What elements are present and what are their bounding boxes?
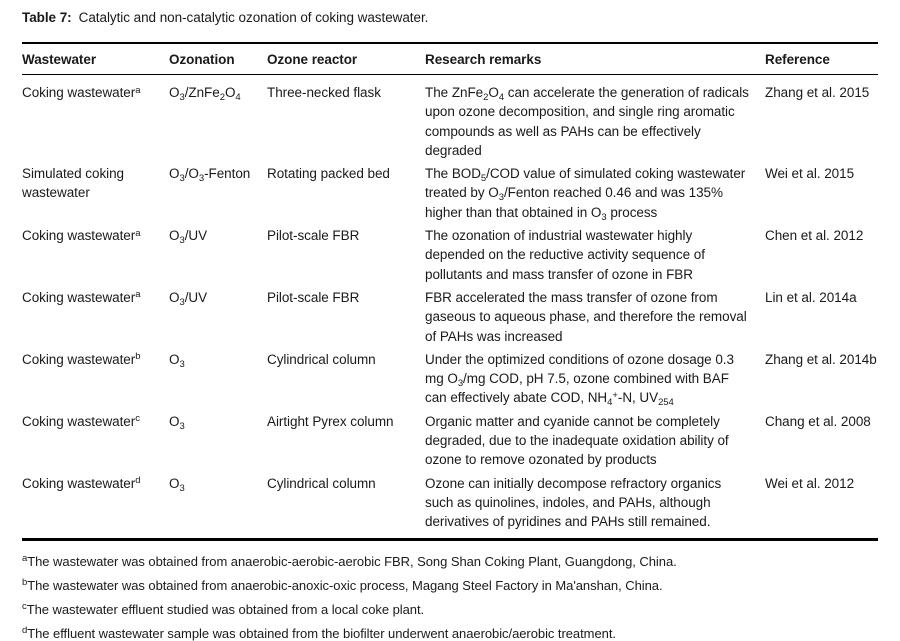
cell-wastewater: Coking wastewater$^a$ [22,227,141,244]
header-row [22,43,878,75]
table-footnotes [22,554,878,641]
cell-wastewater: Coking wastewater$^b$ [22,351,141,367]
cell-research-remarks: The $BOD_5$/COD value of simulated coking wastewater treated by $O_3$/Fenton reached 0.46 and was 135% higher than that obtained in $O_3$ process [425,166,746,223]
table-caption-label: Table 7: [22,10,72,25]
table-row [22,224,878,286]
cell-ozone-reactor: Rotating packed bed [267,166,390,182]
table-row [22,286,878,348]
table-row [22,162,878,224]
cell-research-remarks: The ozonation of industrial wastewater highly depended on the reductive activity sequence of pollutants and mass transfer of ozone in FBR [425,228,705,282]
cell-wastewater: Coking wastewater$^a$ [22,289,141,305]
cell-research-remarks: The $ZnFe_2O_4$ can accelerate the generation of radicals upon ozone decomposition, and single ring aromatic compounds as well as PAHs can be effectively degraded [425,85,749,158]
cell-ozone-reactor: Pilot-scale FBR [267,228,360,244]
cell-research-remarks: Organic matter and cyanide cannot be completely degraded, due to the inadequate oxidation ability of ozone to remove ozonated by products [425,413,729,468]
document-page [0,9,900,641]
cell-reference: Chen et al. 2012 [765,228,864,244]
cell-reference: Wei et al. 2012 [765,475,855,491]
cell-reference: Zhang et al. 2014b [765,351,877,367]
cell-ozonation: $O_3/ZnFe_2O_4$ [169,85,241,103]
table-row [22,410,878,472]
column-header-ozonation: Ozonation [169,43,267,75]
cell-wastewater: Simulated coking wastewater [22,166,125,201]
table-row [22,75,878,163]
data-table [22,42,878,541]
cell-wastewater: Coking wastewater$^d$ [22,475,141,491]
table-caption-text: Catalytic and non-catalytic ozonation of coking wastewater. [78,10,429,25]
column-header-ozone-reactor: Ozone reactor [267,43,425,75]
column-header-reference: Reference [765,43,878,75]
cell-ozonation: $O_3/UV$ [169,228,208,247]
cell-reference: Zhang et al. 2015 [765,85,870,100]
cell-ozonation: $O_3$ [169,475,185,494]
cell-ozone-reactor: Three-necked flask [267,85,381,100]
table-caption [22,9,878,27]
cell-reference: Wei et al. 2015 [765,166,855,182]
footnote-a: $^a$The wastewater was obtained from anaerobic-aerobic-aerobic FBR, Song Shan Coking Plant, Guangdong, China. [22,553,677,569]
cell-ozone-reactor: Airtight Pyrex column [267,413,394,429]
cell-research-remarks: FBR accelerated the mass transfer of ozone from gaseous to aqueous phase, and therefore the removal of PAHs was increased [425,289,747,344]
cell-ozone-reactor: Pilot-scale FBR [267,289,360,305]
cell-ozonation: $O_3$ [169,351,185,370]
cell-ozonation: $O_3/UV$ [169,289,208,308]
cell-research-remarks: Under the optimized conditions of ozone dosage 0.3 mg $O_3/mg$ COD, pH 7.5, ozone combined with BAF can effectively abate COD, $NH_4^+-N$, $UV_{254}$ [425,351,734,409]
cell-ozonation: $O_3/O_3$-Fenton [169,166,251,185]
column-header-research-remarks: Research remarks [425,43,765,75]
table-row [22,348,878,410]
column-header-wastewater: Wastewater [22,43,169,75]
table-row [22,472,878,539]
cell-ozone-reactor: Cylindrical column [267,475,376,491]
table-body [22,75,878,540]
cell-research-remarks: Ozone can initially decompose refractory organics such as quinolines, indoles, and PAHs, although derivatives of pyridines and PAHs still remained. [425,475,722,530]
table-header [22,43,878,75]
cell-ozonation: $O_3$ [169,413,185,432]
footnote-b: $^b$The wastewater was obtained from anaerobic-anoxic-oxic process, Magang Steel Factory in Ma'anshan, China. [22,577,663,593]
cell-reference: Chang et al. 2008 [765,413,871,429]
cell-wastewater: Coking wastewater$^a$ [22,84,141,100]
footnote-c: $^c$The wastewater effluent studied was obtained from a local coke plant. [22,601,425,617]
cell-reference: Lin et al. 2014a [765,289,857,305]
cell-wastewater: Coking wastewater$^c$ [22,413,140,429]
cell-ozone-reactor: Cylindrical column [267,351,376,367]
footnote-d: $^d$The effluent wastewater sample was obtained from the biofilter underwent anaerobic/aerobic treatment. [22,625,616,641]
